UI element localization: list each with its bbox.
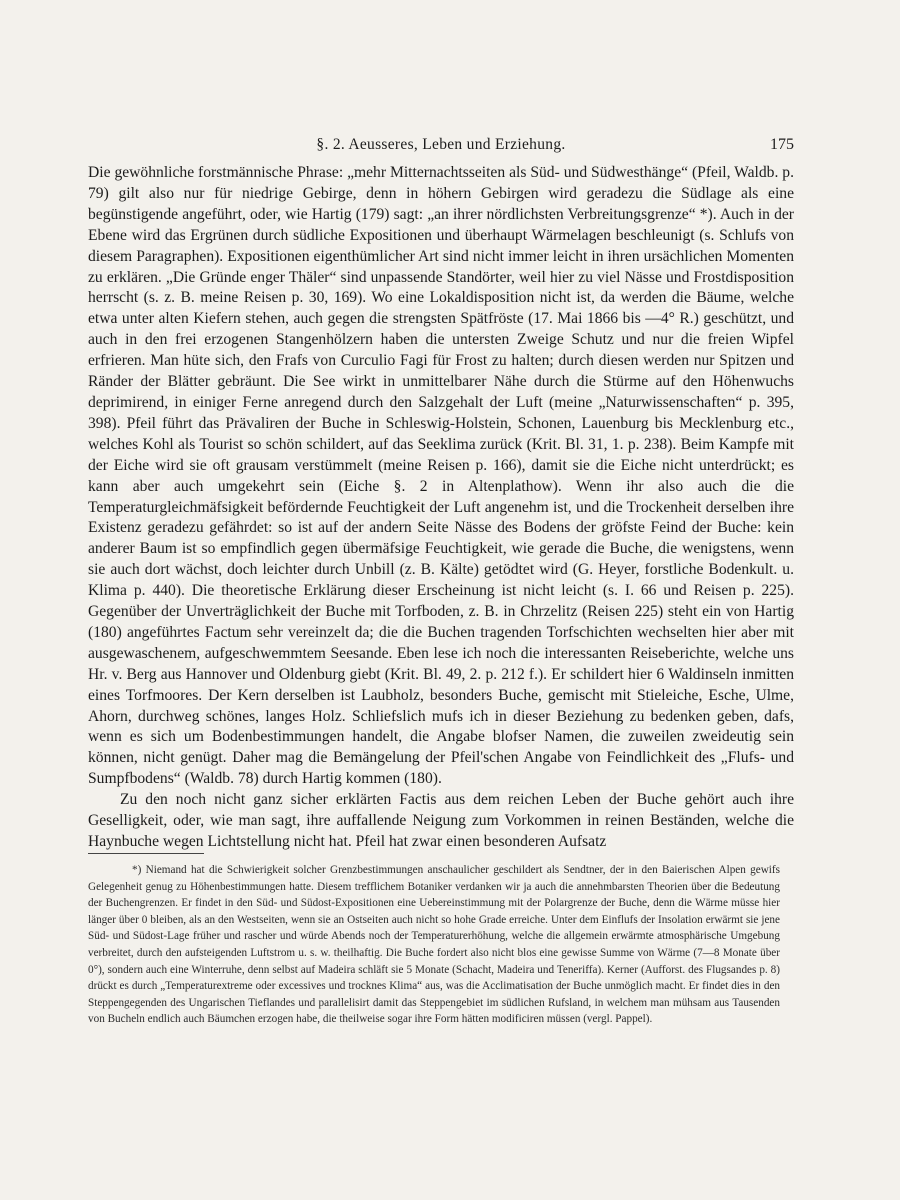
paragraph-2: Zu den noch nicht ganz sicher erklärten Factis aus dem reichen Leben der Buche gehört auch ihre Geselligkeit, oder, wie man sagt, ihre auffallende Neigung zum Vorkommen in reinen Beständen, welche die Haynbuche wegen Lichtstellung nicht hat. Pfeil hat zwar einen besonderen Aufsatz [88,791,794,850]
section-title: §. 2. Aeusseres, Leben und Erziehung. [316,136,566,153]
footnote-text: *) Niemand hat die Schwierigkeit solcher Grenzbestimmungen anschaulicher geschildert als Sendtner, der in den Baierischen Alpen gewifs Gelegenheit genug zu Höhenbestimmungen hatte. Diesem trefflichem Botaniker verdanken wir ja auch die annehmbarsten Theorien über die Bedeutung der Buchengrenzen. Er findet in den Süd- und Südost-Expositionen eine Uebereinstimmung mit der Polargrenze der Buche, denn die Wärme müsse hier länger über 0 bleiben, als an den Westseiten, wenn sie an Ostseiten auch nicht so hohe Grade erreiche. Unter dem Einflufs der Insolation erwärmt sie jene Süd- und Südost-Lage früher und rascher und würde Abends noch der Temperaturerhöhung, welche die allgemein erwärmte atmosphärische Umgebung verbreitet, durch den aufsteigenden Luftstrom u. s. w. theilhaftig. Die Buche fordert also nicht blos eine gewisse Summe von Wärme (7—8 Monate über 0°), sondern auch eine Winterruhe, denn selbst auf Madeira schläft sie 5 Monate (Schacht, Madeira und Teneriffa). Kerner (Aufforst. des Flugsandes p. 8) drückt es durch „Temperaturextreme oder excessives und trocknes Klima“ aus, was die Acclimatisation der Buche unmöglich macht. Er findet dies in den Steppengegenden des Ungarischen Tieflandes und parallelisirt damit das Steppengebiet im südlichen Rufsland, in welchem man mühsam aus Tausenden von Bucheln endlich auch Bäumchen erzogen habe, die theilweise sogar ihre Form hätten modificiren müssen (vergl. Pappel). [88,864,780,1026]
running-header [88,136,794,158]
footnote [88,862,780,1028]
main-text [88,163,794,853]
paragraph-1: Die gewöhnliche forstmännische Phrase: „mehr Mitternachtsseiten als Süd- und Südwesthänge“ (Pfeil, Waldb. p. 79) gilt also nur für niedrige Gebirge, denn in höhern Gebirgen wird geradezu die Südlage als eine begünstigende angeführt, oder, wie Hartig (179) sagt: „an ihrer nördlichsten Verbreitungsgrenze“ *). Auch in der Ebene wird das Ergrünen durch südliche Expositionen und überhaupt Wärmelagen beschleunigt (s. Schlufs von diesem Paragraphen). Expositionen eigenthümlicher Art sind nicht immer leicht in ihren ursächlichen Momenten zu erklären. „Die Gründe enger Thäler“ sind unpassende Standörter, weil hier zu viel Nässe und Frostdisposition herrscht (s. z. B. meine Reisen p. 30, 169). Wo eine Lokaldisposition nicht ist, da werden die Bäume, welche etwa unter alten Kiefern stehen, auch gegen die strengsten Spätfröste (17. Mai 1866 bis —4° R.) geschützt, und auch in den frei erzogenen Stangenhölzern haben die untersten Zweige Schutz und nur die freien Wipfel erfrieren. Man hüte sich, den Frafs von Curculio Fagi für Frost zu halten; durch diesen werden nur Spitzen und Ränder der Blätter gebräunt. Die See wirkt in unmittelbarer Nähe durch die Stürme auf den Höhenwuchs deprimirend, in einiger Ferne anregend durch den Salzgehalt der Luft (meine „Naturwissenschaften“ p. 395, 398). Pfeil führt das Prävaliren der Buche in Schleswig-Holstein, Schonen, Lauenburg bis Mecklenburg etc., welches Kohl als Tourist so schön schildert, auf das Seeklima zurück (Krit. Bl. 31, 1. p. 238). Beim Kampfe mit der Eiche wird sie oft grausam verstümmelt (meine Reisen p. 166), damit sie die Eiche nicht unterdrückt; es kann aber auch umgekehrt sein (Eiche §. 2 in Altenplathow). Wenn ihr also auch die die Temperaturgleichmäfsigkeit befördernde Feuchtigkeit der Luft angenehm ist, und die Trockenheit derselben ihre Existenz geradezu gefährdet: so ist auf der andern Seite Nässe des Bodens der gröfste Feind der Buche: kein anderer Baum ist so empfindlich gegen übermäfsige Feuchtigkeit, wie gerade die Buche, die wenigstens, wenn sie auch dort wächst, doch leichter durch Unbill (z. B. Kälte) getödtet wird (G. Heyer, forstliche Bodenkult. u. Klima p. 440). Die theoretische Erklärung dieser Erscheinung ist nicht leicht (s. I. 66 und Reisen p. 225). Gegenüber der Unverträglichkeit der Buche mit Torfboden, z. B. in Chrzelitz (Reisen 225) steht ein von Hartig (180) angeführtes Factum sehr vereinzelt da; die die Buchen tragenden Torfschichten wechselten hier aber mit ausgewaschenem, aufgeschwemmtem Seesande. Eben lese ich noch die interessanten Reiseberichte, welche uns Hr. v. Berg aus Hannover und Oldenburg giebt (Krit. Bl. 49, 2. p. 212 f.). Er schildert hier 6 Waldinseln inmitten eines Torfmoores. Der Kern derselben ist Laubholz, besonders Buche, gemischt mit Stieleiche, Esche, Ulme, Ahorn, durchweg schönes, langes Holz. Schliefslich mufs ich in dieser Beziehung zu bedenken geben, dafs, wenn es sich um Bodenbestimmungen handelt, die Angabe blofser Namen, die zuweilen zweideutig sein können, nicht genügt. Daher mag die Bemängelung der Pfeil'schen Angabe von Feindlichkeit des „Flufs- und Sumpfbodens“ (Waldb. 78) durch Hartig kommen (180). [88,164,794,788]
footnote-separator [88,853,204,854]
page-number: 175 [770,136,794,153]
